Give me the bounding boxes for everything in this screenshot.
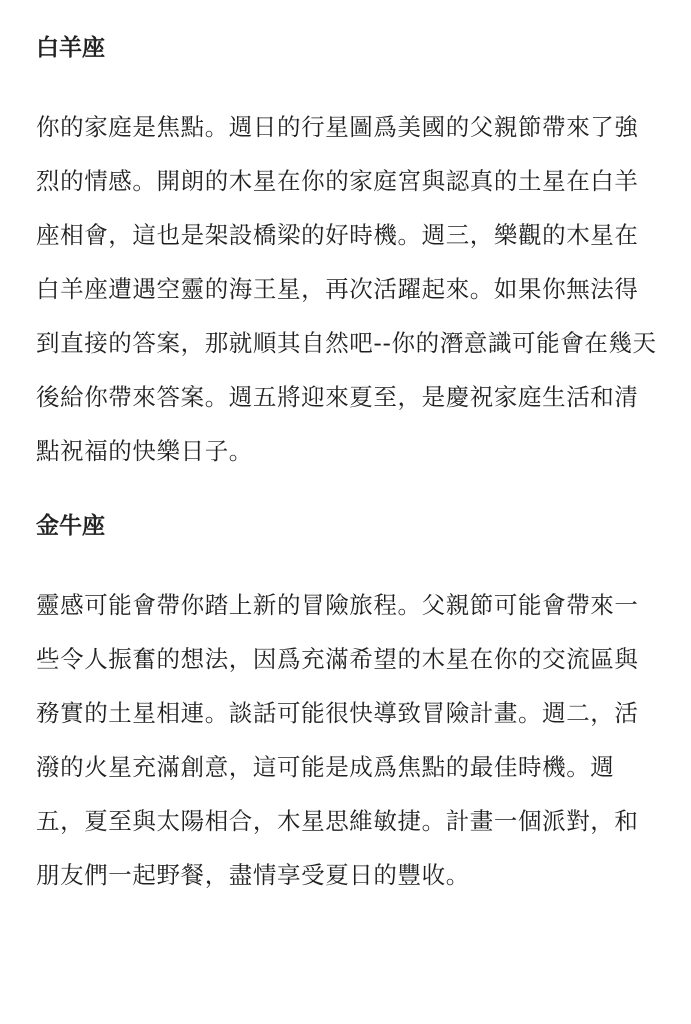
taurus-section — [36, 500, 657, 902]
aries-paragraph: 你的家庭是焦點。週日的行星圖爲美國的父親節帶來了強烈的情感。開朗的木星在你的家庭宮與認真的土星在白羊座相會，這也是架設橋梁的好時機。週三，樂觀的木星在白羊座遭遇空靈的海王星，再次活躍起來。如果你無法得到直接的答案，那就順其自然吧--你的潛意識可能會在幾天後給你帶來答案。週五將迎來夏至，是慶祝家庭生活和清點祝福的快樂日子。 — [36, 113, 657, 465]
aries-heading: 白羊座 — [36, 35, 105, 61]
taurus-paragraph: 靈感可能會帶你踏上新的冒險旅程。父親節可能會帶來一些令人振奮的想法，因爲充滿希望的木星在你的交流區與務實的土星相連。談話可能很快導致冒險計畫。週二，活潑的火星充滿創意，這可能是成爲焦點的最佳時機。週五，夏至與太陽相合，木星思維敏捷。計畫一個派對，和朋友們一起野餐，盡情享受夏日的豐收。 — [36, 591, 639, 889]
taurus-heading: 金牛座 — [36, 513, 105, 539]
aries-section — [36, 22, 657, 478]
